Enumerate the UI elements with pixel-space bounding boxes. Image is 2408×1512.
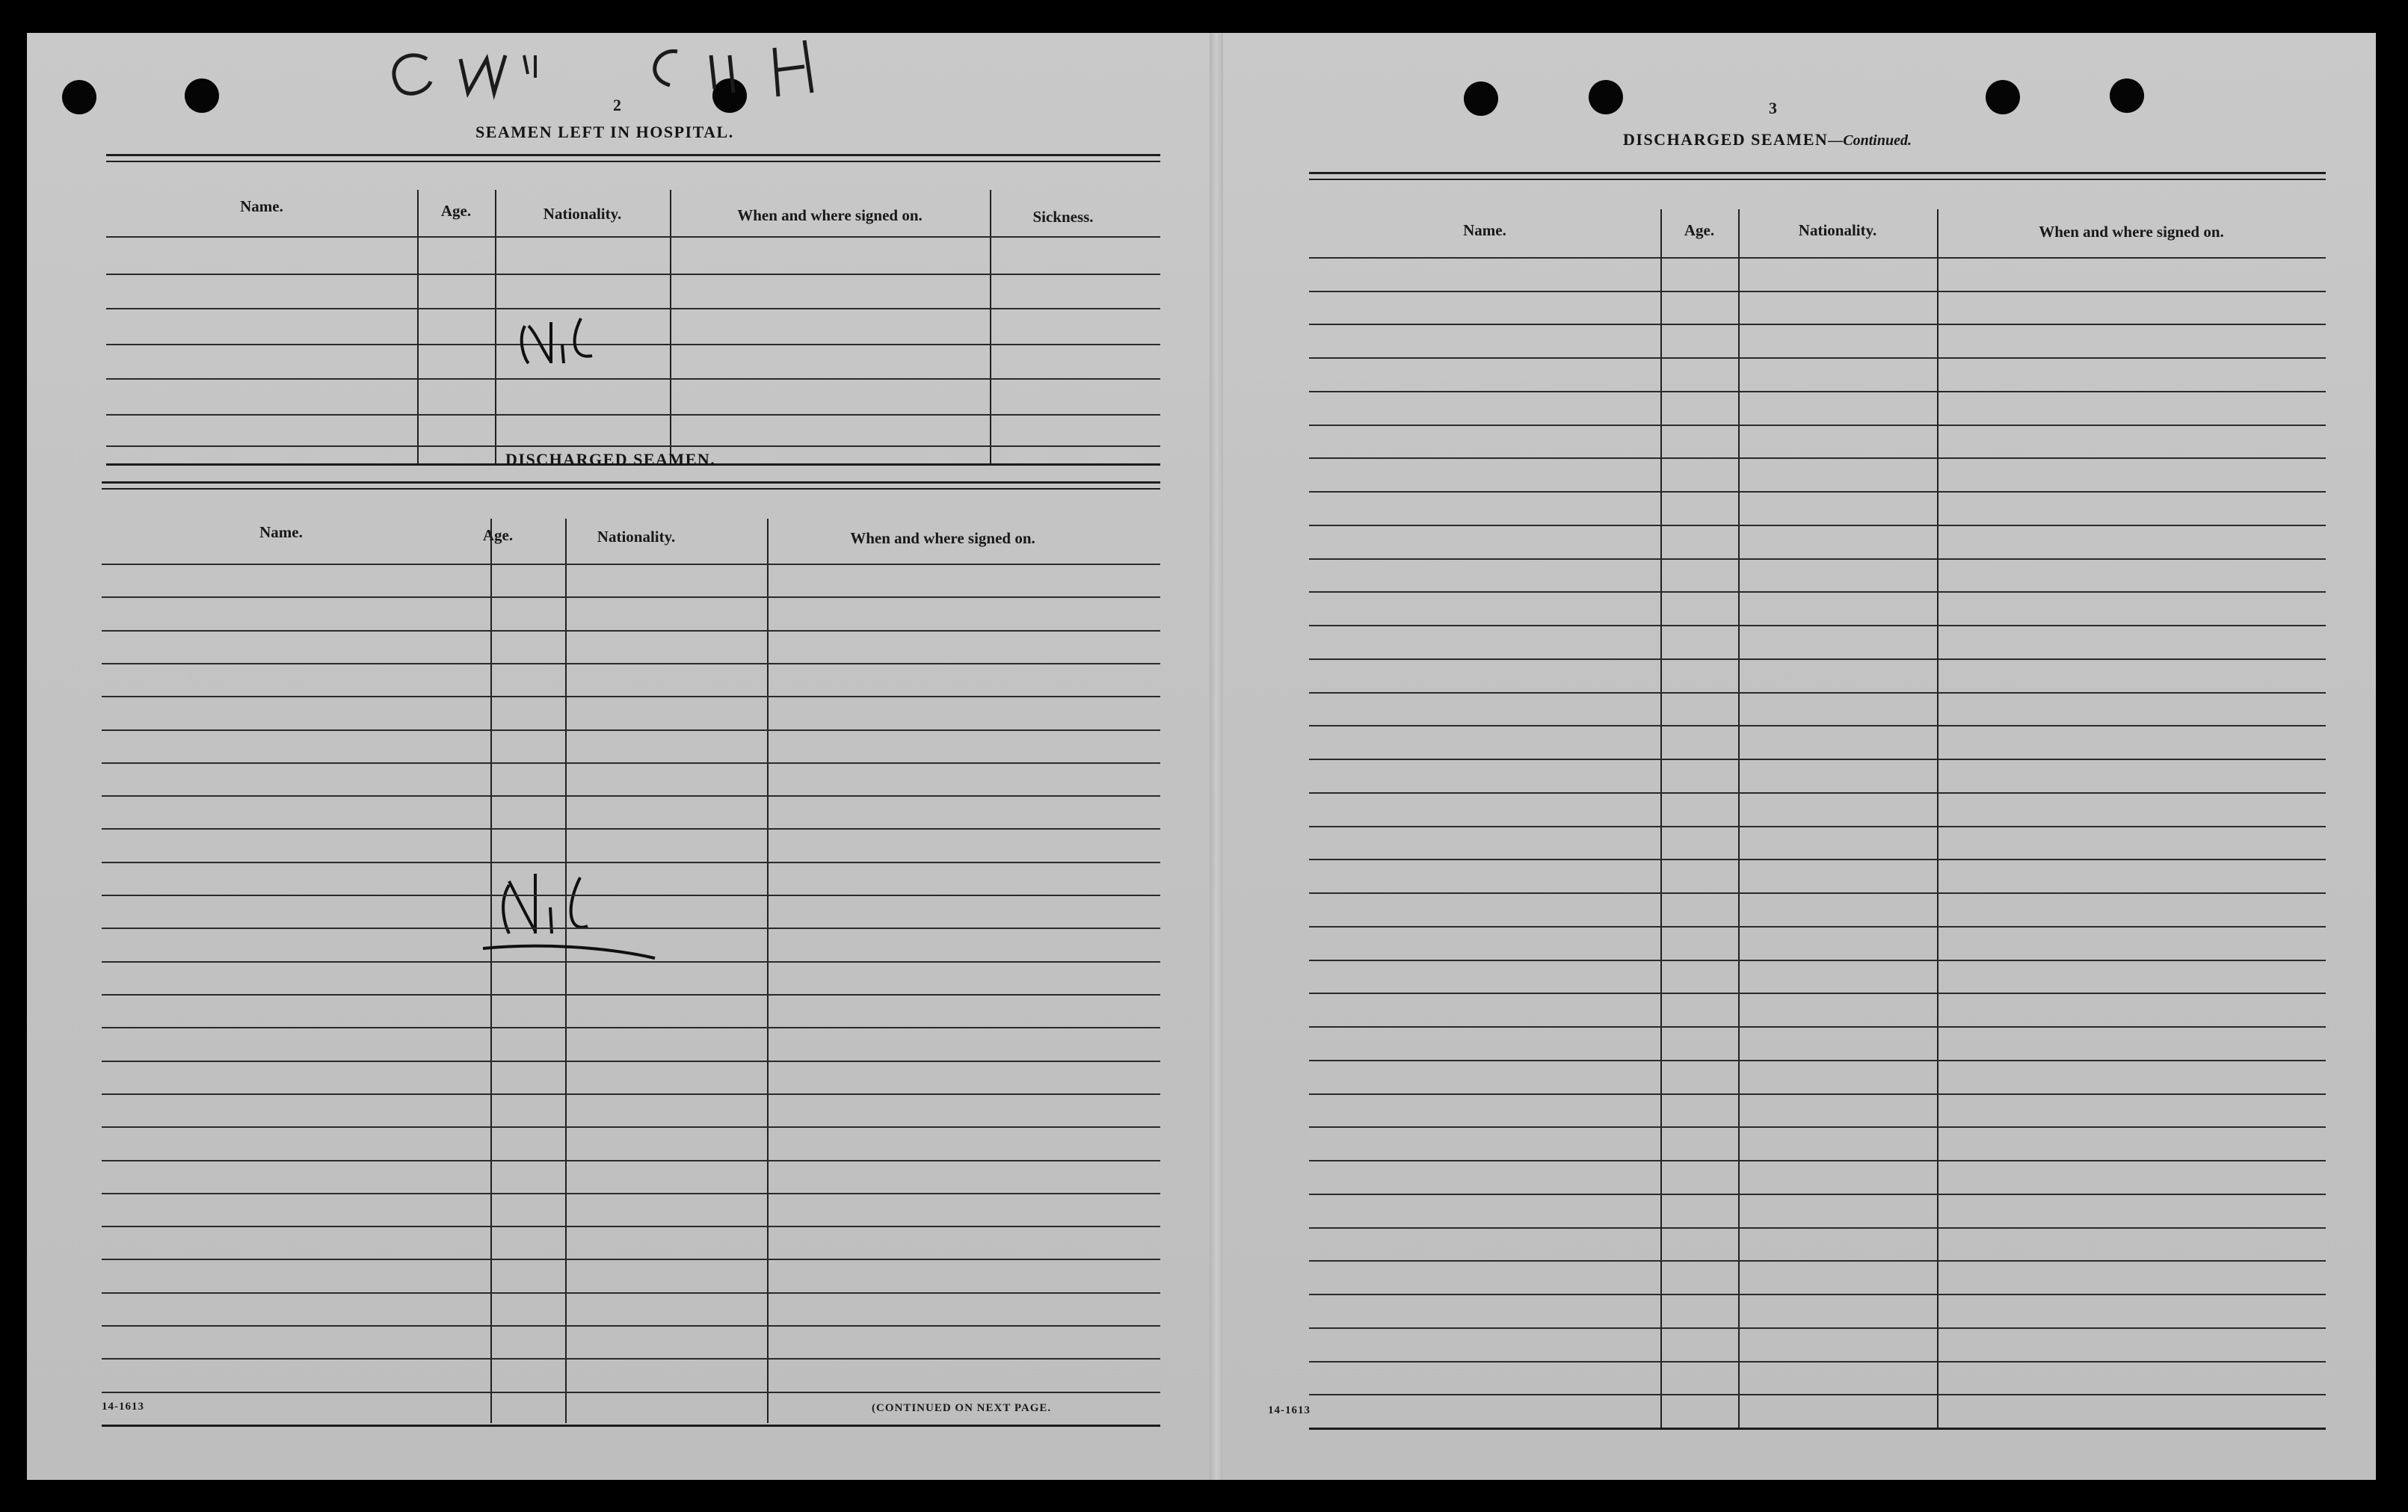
ruled-row-line xyxy=(102,795,1160,797)
ruled-row-line xyxy=(102,1160,1160,1161)
ruled-row-line xyxy=(1309,1194,2326,1195)
ruled-row-line xyxy=(1309,926,2326,928)
ruled-row-line xyxy=(1309,291,2326,292)
ruled-row-line xyxy=(102,729,1160,731)
page-fold xyxy=(1210,33,1223,1480)
ruled-row-line xyxy=(102,1358,1160,1360)
ruled-row-line xyxy=(102,1226,1160,1227)
ruled-row-line xyxy=(102,1259,1160,1260)
column-header-age: Age. xyxy=(440,202,472,220)
ruled-row-line xyxy=(102,928,1160,929)
ruled-row-line xyxy=(102,1425,1160,1427)
ruled-row-line xyxy=(1309,1093,2326,1095)
ruled-row-line xyxy=(1309,558,2326,560)
ruled-row-line xyxy=(1309,491,2326,493)
discharged-continued-table xyxy=(1309,172,2326,1442)
ruled-row-line xyxy=(1309,1126,2326,1128)
ruled-row-line xyxy=(1309,591,2326,593)
column-header-nationality: Nationality. xyxy=(1798,221,1877,239)
ruled-row-line xyxy=(1309,792,2326,794)
ruled-row-line xyxy=(102,1193,1160,1194)
ruled-row-line xyxy=(102,1292,1160,1294)
ruled-row-line xyxy=(1309,1394,2326,1395)
ruled-row-line xyxy=(1309,1060,2326,1061)
ruled-row-line xyxy=(1309,425,2326,426)
ruled-row-line xyxy=(1309,1327,2326,1329)
ruled-row-line xyxy=(102,1061,1160,1062)
column-header-signed-on: When and where signed on. xyxy=(2039,223,2224,241)
column-header-name: Name. xyxy=(1463,221,1506,239)
hospital-table xyxy=(106,154,1160,498)
column-header-nationality: Nationality. xyxy=(543,205,622,223)
discharged-table xyxy=(102,481,1160,1423)
handwritten-nil-hospital xyxy=(510,311,629,371)
ledger-sheet xyxy=(27,33,2376,1480)
ruled-row-line xyxy=(1309,892,2326,894)
ruled-row-line xyxy=(1309,1361,2326,1363)
ruled-row-line xyxy=(1309,725,2326,726)
right-page xyxy=(1223,33,2376,1480)
column-header-name: Name. xyxy=(259,523,303,541)
column-header-age: Age. xyxy=(482,526,514,544)
title-continued: —Continued. xyxy=(1828,132,1912,149)
ruled-row-line xyxy=(102,961,1160,963)
title-main: DISCHARGED SEAMEN xyxy=(1623,130,1829,149)
ruled-row-line xyxy=(102,564,1160,565)
discharged-continued-title xyxy=(1623,130,1912,149)
ruled-row-line xyxy=(1309,1260,2326,1262)
column-header-signed-on: When and where signed on. xyxy=(850,529,1035,547)
ruled-row-line xyxy=(1309,692,2326,694)
ruled-row-line xyxy=(102,895,1160,896)
ruled-row-line xyxy=(1309,525,2326,526)
ruled-row-line xyxy=(1309,960,2326,961)
ruled-row-line xyxy=(1309,1227,2326,1229)
ruled-row-line xyxy=(102,994,1160,996)
ruled-row-line xyxy=(1309,1026,2326,1028)
page-number: 2 xyxy=(613,96,621,114)
ruled-row-line xyxy=(102,1093,1160,1095)
ruled-row-line xyxy=(1309,1294,2326,1295)
ruled-row-line xyxy=(102,862,1160,863)
page-number: 3 xyxy=(1769,99,1777,117)
ruled-row-line xyxy=(1309,324,2326,325)
ruled-row-line xyxy=(1309,391,2326,392)
ruled-row-line xyxy=(1309,993,2326,994)
ruled-row-line xyxy=(1309,859,2326,860)
ruled-row-line xyxy=(102,828,1160,830)
ruled-row-line xyxy=(1309,826,2326,827)
ruled-row-line xyxy=(102,762,1160,764)
ruled-row-line xyxy=(102,1325,1160,1327)
column-header-name: Name. xyxy=(240,197,283,215)
ruled-row-line xyxy=(102,1126,1160,1128)
form-number: 14-1613 xyxy=(102,1401,144,1413)
ruled-row-line xyxy=(102,630,1160,632)
ruled-row-line xyxy=(1309,357,2326,359)
ruled-row-line xyxy=(102,1027,1160,1028)
ruled-row-line xyxy=(1309,457,2326,459)
form-number: 14-1613 xyxy=(1268,1404,1311,1416)
ruled-row-line xyxy=(1309,1160,2326,1161)
ruled-row-line xyxy=(1309,759,2326,760)
left-page xyxy=(27,33,1210,1480)
ruled-row-line xyxy=(102,596,1160,598)
handwritten-nil-discharged xyxy=(475,863,670,967)
ruled-row-line xyxy=(1309,625,2326,626)
column-header-sickness: Sickness. xyxy=(1032,208,1094,226)
continued-note: (CONTINUED ON NEXT PAGE. xyxy=(872,1402,1052,1414)
ruled-row-line xyxy=(102,696,1160,697)
column-header-signed-on: When and where signed on. xyxy=(737,206,923,224)
ruled-row-line xyxy=(1309,1428,2326,1430)
discharged-section-title: DISCHARGED SEAMEN. xyxy=(505,450,716,469)
ruled-row-line xyxy=(1309,658,2326,660)
ruled-row-line xyxy=(1309,257,2326,259)
hospital-section-title: SEAMEN LEFT IN HOSPITAL. xyxy=(475,123,734,141)
column-header-nationality: Nationality. xyxy=(597,528,676,546)
column-header-age: Age. xyxy=(1684,221,1715,239)
ruled-row-line xyxy=(102,1392,1160,1393)
ruled-row-line xyxy=(102,663,1160,664)
